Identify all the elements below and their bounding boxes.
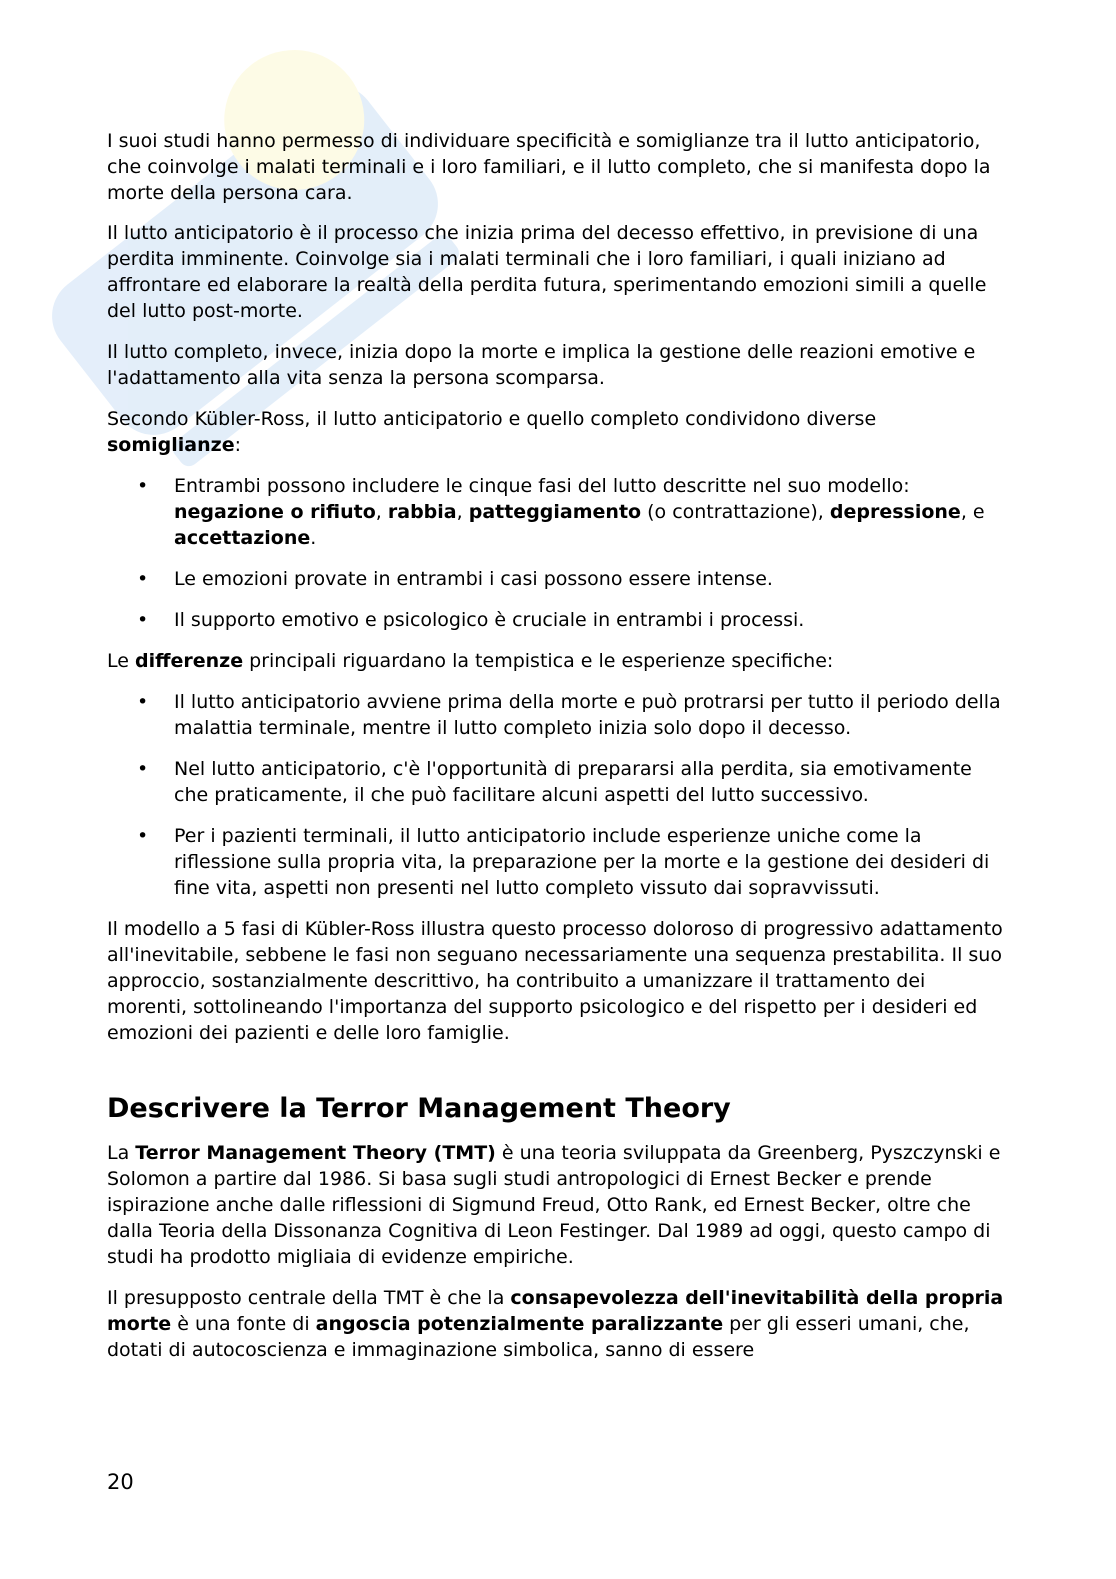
differenze-list xyxy=(107,689,1007,901)
bullet-icon: • xyxy=(137,475,149,497)
list-item: • Nel lutto anticipatorio, c'è l'opportunità di prepararsi alla perdita, sia emotivamente che praticamente, il che può facilitare alcuni aspetti del lutto successivo. xyxy=(137,758,972,806)
paragraph-tmt-intro: La Terror Management Theory (TMT) è una teoria sviluppata da Greenberg, Pyszczynski e Solomon a partire dal 1986. Si basa sugli studi antropologici di Ernest Becker e prende ispirazione anche dalle riflessioni di Sigmund Freud, Otto Rank, ed Ernest Becker, oltre che dalla Teoria della Dissonanza Cognitiva di Leon Festinger. Dal 1989 ad oggi, questo campo di studi ha prodotto migliaia di evidenze empiriche. xyxy=(107,1142,1001,1268)
list-item: • Entrambi possono includere le cinque fasi del lutto descritte nel suo modello: negazione o rifiuto, rabbia, patteggiamento (o contrattazione), depressione, e accettazione. xyxy=(137,475,985,549)
list-item: • Il supporto emotivo e psicologico è cruciale in entrambi i processi. xyxy=(137,609,805,631)
bullet-icon: • xyxy=(137,568,149,590)
bullet-icon: • xyxy=(137,691,149,713)
list-item: • Il lutto anticipatorio avviene prima della morte e può protrarsi per tutto il periodo della malattia terminale, mentre il lutto completo inizia solo dopo il decesso. xyxy=(137,691,1001,739)
paragraph-somiglianze-intro: Secondo Kübler-Ross, il lutto anticipatorio e quello completo condividono diverse somiglianze: xyxy=(107,408,877,456)
paragraph-tmt-presupposto: Il presupposto centrale della TMT è che la consapevolezza dell'inevitabilità della propria morte è una fonte di angoscia potenzialmente paralizzante per gli esseri umani, che, dotati di autocoscienza e immaginazione simbolica, sanno di essere xyxy=(107,1287,1004,1361)
somiglianze-list xyxy=(107,473,1007,633)
paragraph-lutto-anticipatorio: Il lutto anticipatorio è il processo che inizia prima del decesso effettivo, in previsione di una perdita imminente. Coinvolge sia i malati terminali che i loro familiari, i quali iniziano ad affrontare ed elaborare la realtà della perdita futura, sperimentando emozioni simili a quelle del lutto post-morte. xyxy=(107,222,987,322)
section-heading: Descrivere la Terror Management Theory xyxy=(107,1093,731,1124)
paragraph-lutto-completo: Il lutto completo, invece, inizia dopo la morte e implica la gestione delle reazioni emotive e l'adattamento alla vita senza la persona scomparsa. xyxy=(107,341,976,389)
paragraph-studi: I suoi studi hanno permesso di individuare specificità e somiglianze tra il lutto anticipatorio, che coinvolge i malati terminali e i loro familiari, e il lutto completo, che si manifesta dopo la morte della persona cara. xyxy=(107,130,991,204)
bullet-icon: • xyxy=(137,758,149,780)
list-item: • Le emozioni provate in entrambi i casi possono essere intense. xyxy=(137,568,773,590)
bullet-icon: • xyxy=(137,609,149,631)
paragraph-differenze-intro: Le differenze principali riguardano la tempistica e le esperienze specifiche: xyxy=(107,650,834,672)
list-item: • Per i pazienti terminali, il lutto anticipatorio include esperienze uniche come la riflessione sulla propria vita, la preparazione per la morte e la gestione dei desideri di fine vita, aspetti non presenti nel lutto completo vissuto dai sopravvissuti. xyxy=(137,825,990,899)
page-number: 20 xyxy=(107,1470,134,1494)
paragraph-modello: Il modello a 5 fasi di Kübler-Ross illustra questo processo doloroso di progressivo adattamento all'inevitabile, sebbene le fasi non seguano necessariamente una sequenza prestabilita. Il suo approccio, sostanzialmente descrittivo, ha contribuito a umanizzare il trattamento dei morenti, sottolineando l'importanza del supporto psicologico e del rispetto per i desideri ed emozioni dei pazienti e delle loro famiglie. xyxy=(107,918,1003,1044)
document-page xyxy=(107,128,1007,1378)
bullet-icon: • xyxy=(137,825,149,847)
